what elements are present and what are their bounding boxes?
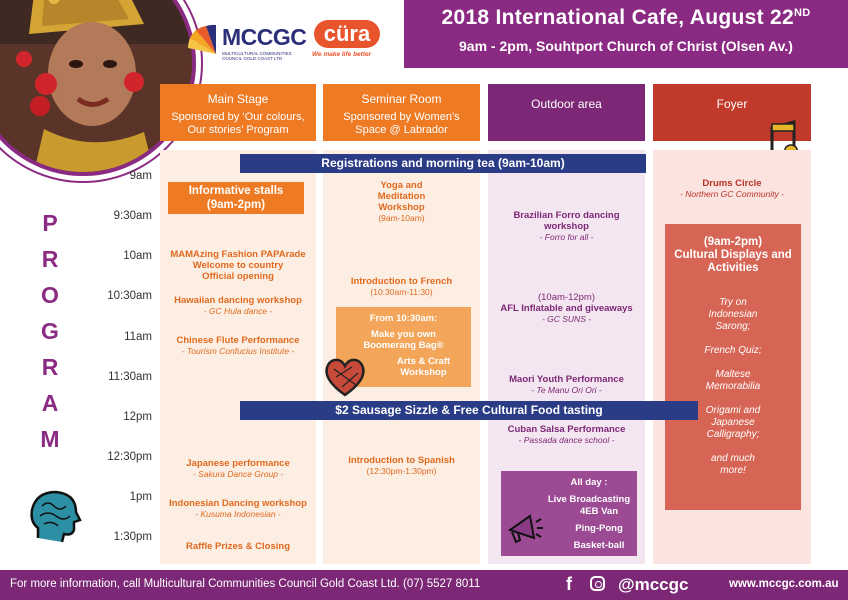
column-header-outdoor-area	[488, 84, 645, 141]
heart-icon	[322, 355, 368, 399]
cura-tagline: We make life better	[312, 51, 372, 58]
event-hawaiian	[160, 295, 316, 317]
time-label: 9:30am	[113, 210, 152, 222]
event-performer: - GC SUNS -	[541, 314, 592, 324]
program-letter: O	[41, 282, 59, 308]
event-time: (10am-12pm)	[537, 292, 596, 303]
event-name: Informative stalls	[188, 185, 284, 197]
event-name: Workshop	[400, 367, 447, 378]
event-mamazing	[160, 249, 316, 282]
activity-text: more!	[720, 465, 746, 476]
program-letter: R	[41, 246, 59, 272]
activity-text: Sarong;	[715, 321, 751, 332]
event-name: Drums Circle	[702, 178, 762, 189]
event-time: (12:30pm-1:30pm)	[366, 466, 437, 476]
activity-text: Japanese	[711, 417, 755, 428]
mcc-logo-text: MCCGC	[222, 24, 307, 50]
event-french	[323, 276, 480, 298]
time-label: 1:30pm	[113, 531, 152, 543]
event-time: All day :	[570, 477, 608, 488]
event-name: Introduction to French	[350, 276, 453, 287]
program-letter: M	[40, 426, 60, 452]
event-name: Arts & Craft	[396, 356, 451, 367]
time-label: 10am	[123, 250, 152, 262]
website-link[interactable]: www.mccgc.com.au	[729, 578, 839, 590]
column-title: Outdoor area	[531, 97, 602, 111]
column-sponsor: Sponsored by Women’s Space @ Labrador	[343, 111, 460, 136]
time-label: 1pm	[129, 491, 152, 503]
event-performer: - Northern GC Community -	[680, 189, 784, 199]
activity-text: Indonesian	[708, 309, 758, 320]
event-name: Japanese performance	[186, 458, 290, 469]
event-performer: - GC Hula dance -	[203, 306, 273, 316]
activity-text: Origami and	[705, 405, 761, 416]
program-letter: G	[41, 318, 59, 344]
event-name: Hawaiian dancing workshop	[174, 295, 302, 306]
mcc-logo-subtitle: MULTICULTURAL COMMUNITIES COUNCIL GOLD COAST LTD	[222, 51, 292, 61]
footer-contact-info: For more information, call Multicultural Communities Council Gold Coast Ltd. (07) 5527 8011	[10, 578, 481, 590]
cultural-displays-box	[665, 224, 801, 510]
informative-stalls-box	[168, 182, 304, 214]
event-time: (9am-2pm)	[703, 236, 763, 248]
column-title: Main Stage	[207, 92, 269, 106]
event-subtitle: 9am - 2pm, Souhtport Church of Christ (Olsen Av.)	[459, 38, 793, 54]
event-name: Maori Youth Performance	[509, 374, 624, 385]
time-label: 12:30pm	[107, 451, 152, 463]
event-time: (9am-10am)	[378, 213, 425, 223]
event-banner	[404, 0, 848, 68]
head-profile-icon	[28, 488, 82, 546]
event-name: Yoga and	[380, 180, 423, 191]
event-name: Cuban Salsa Performance	[507, 424, 626, 435]
column-title: Foyer	[716, 97, 748, 111]
event-spanish	[323, 455, 480, 477]
event-name: Indonesian Dancing workshop	[169, 498, 307, 509]
event-name: Boomerang Bag®	[363, 340, 444, 351]
activity-text: Try on	[719, 297, 747, 308]
event-raffle	[160, 541, 316, 552]
event-name: AFL Inflatable and giveaways	[500, 303, 633, 314]
cura-logo: cüra	[314, 20, 380, 48]
activity-text: Maltese	[715, 369, 751, 380]
event-name: Chinese Flute Performance	[176, 335, 300, 346]
program-letter: P	[42, 210, 58, 236]
column-header-seminar-room	[323, 84, 480, 141]
activity-text: French Quiz;	[704, 345, 762, 356]
instagram-icon[interactable]	[590, 576, 605, 591]
event-name: Raffle Prizes & Closing	[186, 541, 290, 552]
time-label: 9am	[129, 170, 152, 182]
event-time: (9am-2pm)	[206, 199, 266, 211]
event-name: workshop	[544, 221, 589, 232]
event-indonesian	[160, 498, 316, 520]
event-name: Welcome to country	[192, 260, 284, 271]
time-label: 12pm	[123, 411, 152, 423]
event-yoga	[323, 180, 480, 224]
footer-bar	[0, 570, 848, 600]
event-performer: - Sakura Dance Group -	[192, 469, 284, 479]
event-maori	[488, 374, 645, 396]
event-name: Meditation	[377, 191, 426, 202]
mcc-fan-logo-icon	[186, 24, 220, 58]
event-name: Official opening	[202, 271, 274, 282]
time-label: 11am	[124, 331, 152, 343]
event-name: Introduction to Spanish	[348, 455, 455, 466]
event-forro	[488, 210, 645, 243]
event-performer: - Tourism Confucius Institute -	[181, 346, 295, 356]
registration-bar: Registrations and morning tea (9am-10am)	[240, 154, 646, 173]
activity-text: Memorabilia	[705, 381, 761, 392]
event-name: MAMAzing Fashion PAPArade	[170, 249, 306, 260]
column-title: Seminar Room	[361, 92, 442, 106]
event-name: Cultural Displays and	[674, 249, 792, 261]
program-letter: R	[41, 354, 59, 380]
event-name: Activities	[707, 262, 759, 274]
megaphone-icon	[504, 508, 544, 548]
facebook-icon[interactable]: f	[566, 574, 572, 594]
event-drums-circle	[653, 178, 811, 200]
event-cuban-salsa	[488, 424, 645, 446]
event-performer: - Passada dance school -	[518, 435, 615, 445]
column-sponsor: Sponsored by ‘Our colours, Our stories’ Program	[171, 111, 305, 136]
event-name: Ping-Pong	[575, 523, 623, 534]
event-time: (10:30am-11:30)	[370, 287, 433, 297]
social-handle[interactable]: @mccgc	[618, 575, 689, 594]
event-name: Make you own	[371, 329, 436, 340]
event-name: 4EB Van	[579, 506, 619, 517]
event-time: From 10:30am:	[369, 313, 438, 324]
event-name: Basket-ball	[573, 540, 625, 551]
event-name: Brazilian Forro dancing	[513, 210, 620, 221]
event-performer: - Te Manu Ori Ori -	[531, 385, 602, 395]
event-title: 2018 International Cafe, August 22ND	[441, 6, 811, 29]
event-name: Live Broadcasting	[547, 494, 631, 505]
event-name: Workshop	[378, 202, 425, 213]
column-header-main-stage	[160, 84, 316, 141]
event-japanese	[160, 458, 316, 480]
event-performer: - Forro for all -	[539, 232, 594, 242]
activity-text: and much	[711, 453, 755, 464]
event-afl	[488, 292, 645, 325]
time-label: 10:30am	[107, 290, 152, 302]
time-label: 11:30am	[108, 371, 152, 383]
event-chinese-flute	[160, 335, 316, 357]
sausage-sizzle-bar: $2 Sausage Sizzle & Free Cultural Food tasting	[240, 401, 698, 420]
event-performer: - Kusuma Indonesian -	[195, 509, 281, 519]
program-letter: A	[41, 390, 59, 416]
activity-text: Calligraphy;	[706, 429, 760, 440]
